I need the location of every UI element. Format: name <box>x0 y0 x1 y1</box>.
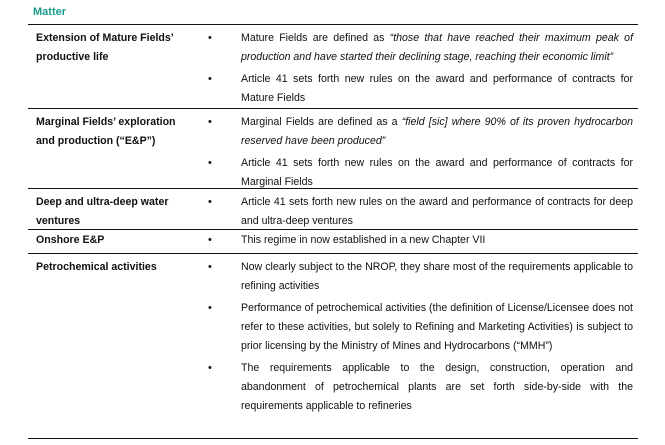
row-label: Deep and ultra-deep water ventures <box>36 196 169 227</box>
item-text: Performance of petrochemical activities (the definition of License/Licensee does not refer to these activities, but solely to Refining and Marketing Activities) is subject to prior licensing by the Ministry of Mines and Hydrocarbons (“MMH”) <box>241 302 633 352</box>
item-text: This regime in now established in a new Chapter VII <box>241 234 486 246</box>
row-label: Extension of Mature Fields’ productive life <box>36 32 174 63</box>
table-row <box>28 254 638 434</box>
row-items <box>208 113 633 193</box>
list-item <box>208 359 633 416</box>
bullet-icon: • <box>208 196 212 208</box>
list-item <box>208 258 633 296</box>
list-item <box>208 299 633 356</box>
bullet-icon: • <box>208 234 212 246</box>
row-items <box>208 29 633 109</box>
table-row <box>28 230 638 255</box>
list-item <box>208 154 633 192</box>
bullet-icon: • <box>208 261 212 273</box>
bullet-icon: • <box>208 362 212 374</box>
table-row <box>28 189 638 229</box>
item-text: Now clearly subject to the NROP, they share most of the requirements applicable to refining activities <box>241 261 633 292</box>
row-label: Petrochemical activities <box>36 261 157 273</box>
list-item <box>208 193 633 231</box>
row-items <box>208 193 633 232</box>
item-text: Article 41 sets forth new rules on the award and performance of contracts for Marginal Fields <box>241 157 633 188</box>
bullet-icon: • <box>208 32 212 44</box>
item-text: Article 41 sets forth new rules on the award and performance of contracts for deep and ultra-deep ventures <box>241 196 633 227</box>
item-text: Marginal Fields are defined as a <box>241 116 402 128</box>
bullet-icon: • <box>208 116 212 128</box>
table-row <box>28 25 638 109</box>
row-items <box>208 231 633 251</box>
item-quote: “those that have reached their maximum peak of production and have started their declining stage, reaching their economic limit” <box>241 32 634 63</box>
row-label: Onshore E&P <box>36 234 105 246</box>
item-quote: “field [sic] where 90% of its proven hydrocarbon reserved have been produced” <box>241 116 633 147</box>
list-item <box>208 29 633 67</box>
item-text: The requirements applicable to the design, construction, operation and abandonment of petrochemical plants are set forth side-by-side with the requirements applicable to refineries <box>241 362 633 412</box>
list-item <box>208 113 633 151</box>
table-row <box>28 109 638 189</box>
bullet-icon: • <box>208 73 212 85</box>
column-header-matter: Matter <box>33 6 67 18</box>
bullet-icon: • <box>208 157 212 169</box>
item-text: Article 41 sets forth new rules on the award and performance of contracts for Mature Fields <box>241 73 633 104</box>
row-label: Marginal Fields’ exploration and production (“E&P”) <box>36 116 176 147</box>
bullet-icon: • <box>208 302 212 314</box>
divider <box>28 438 638 439</box>
list-item <box>208 70 633 108</box>
item-text: Mature Fields are defined as <box>241 32 390 44</box>
list-item <box>208 231 633 250</box>
row-items <box>208 258 633 417</box>
